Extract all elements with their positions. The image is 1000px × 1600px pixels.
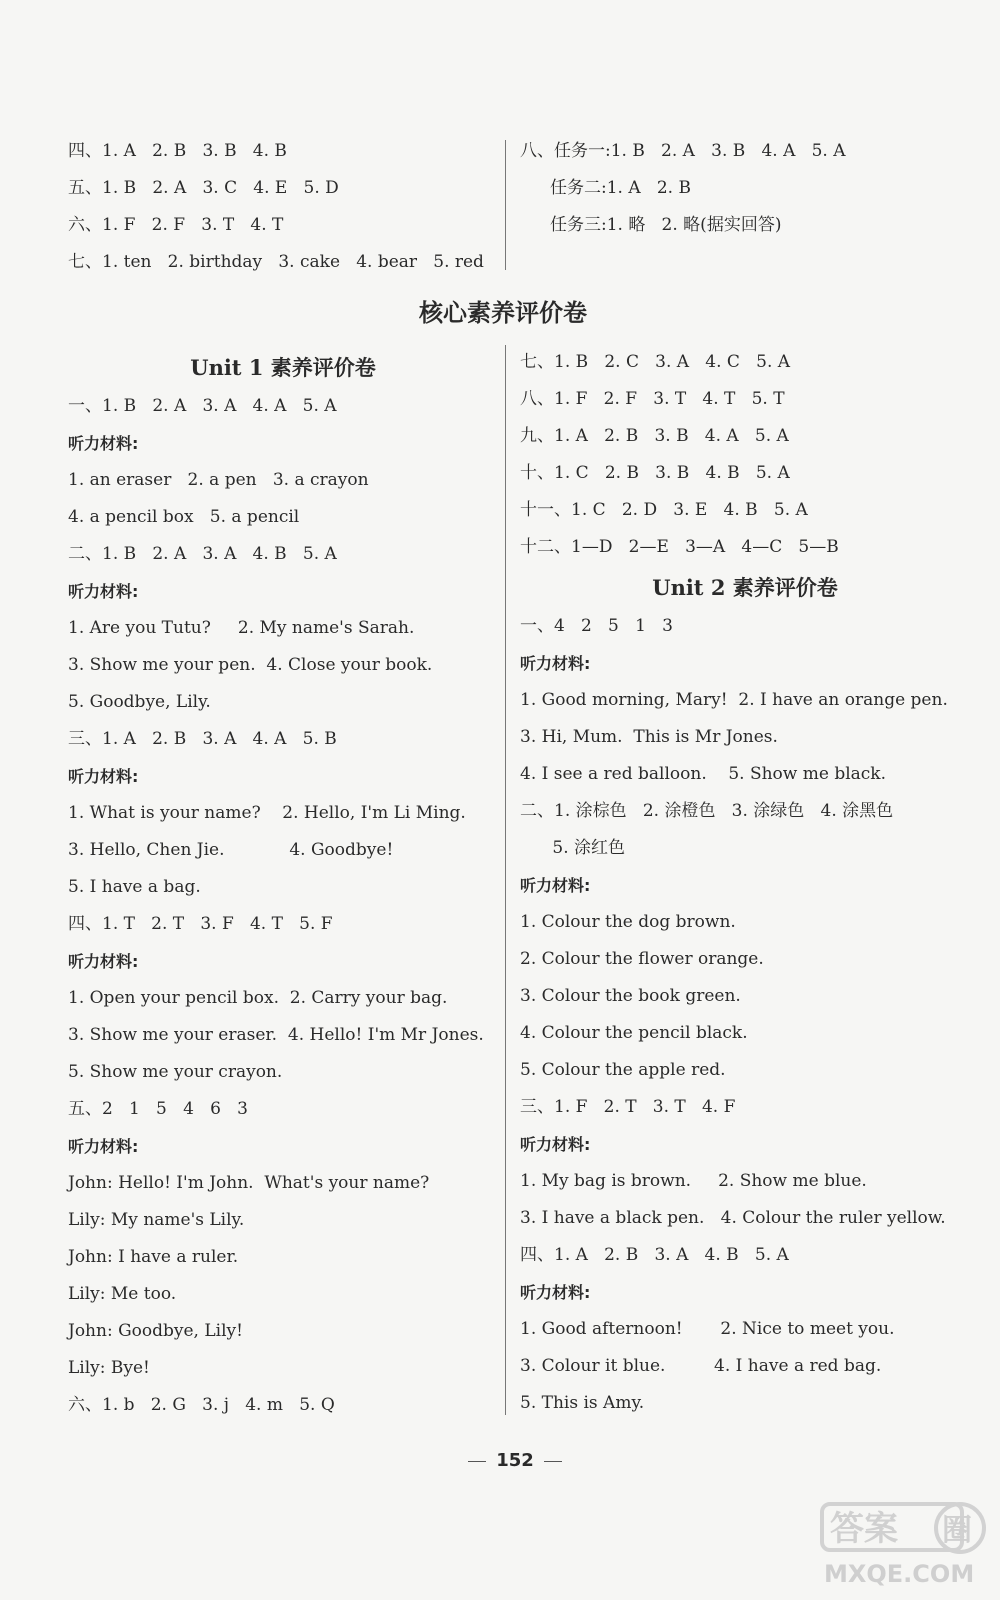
answer-line: 1. Colour the dog brown. [520,912,736,932]
unit1-lines [68,388,498,1424]
right-column [520,344,970,1422]
answer-line: 5. 涂红色 [520,838,626,858]
listening-material-label: 听力材料: [520,876,591,895]
listening-material-label: 听力材料: [68,1137,139,1156]
answer-line: 3. Hello, Chen Jie. 4. Goodbye! [68,840,394,860]
answer-line: 5. This is Amy. [520,1393,645,1413]
answer-line: 一、1. B 2. A 3. A 4. A 5. A [68,396,337,416]
unit1-column [68,348,498,1424]
answer-line: 五、2 1 5 4 6 3 [68,1099,248,1119]
answer-line: 4. Colour the pencil black. [520,1023,748,1043]
answer-line: 三、1. F 2. T 3. T 4. F [520,1097,736,1117]
answer-line: 十一、1. C 2. D 3. E 4. B 5. A [520,500,808,520]
answer-line: Lily: Bye! [68,1358,150,1378]
answer-line: 一、4 2 5 1 3 [520,616,673,636]
answer-line: Lily: Me too. [68,1284,177,1304]
answer-line: 2. Colour the flower orange. [520,949,764,969]
answer-line: 3. Colour the book green. [520,986,741,1006]
answer-line: 5. Colour the apple red. [520,1060,726,1080]
answer-line: 二、1. B 2. A 3. A 4. B 5. A [68,544,337,564]
unit1-title: Unit 1 素养评价卷 [190,355,376,380]
top-left-answers [68,133,498,281]
answer-line: 九、1. A 2. B 3. B 4. A 5. A [520,426,789,446]
top-right-answers [520,133,970,244]
svg-text:答案: 答案 [830,1509,898,1549]
watermark-logo [820,1500,990,1590]
answer-line: John: Hello! I'm John. What's your name? [68,1173,430,1193]
answer-line: 3. Colour it blue. 4. I have a red bag. [520,1356,882,1376]
answer-line: 四、1. T 2. T 3. F 4. T 5. F [68,914,333,934]
column-divider [505,140,506,270]
listening-material-label: 听力材料: [68,767,139,786]
answer-line: 任务二:1. A 2. B [550,178,691,198]
answer-line: 1. What is your name? 2. Hello, I'm Li Ming. [68,803,466,823]
answer-line: 任务三:1. 略 2. 略(据实回答) [550,215,782,235]
unit2-lines [520,608,970,1422]
answer-line: 二、1. 涂棕色 2. 涂橙色 3. 涂绿色 4. 涂黑色 [520,801,894,821]
listening-material-label: 听力材料: [520,1283,591,1302]
answer-line: 3. I have a black pen. 4. Colour the ruler yellow. [520,1208,946,1228]
page-number-text: 152 [496,1450,534,1471]
answer-line: 八、1. F 2. F 3. T 4. T 5. T [520,389,785,409]
answer-line: 七、1. B 2. C 3. A 4. C 5. A [520,352,791,372]
answer-line: 1. My bag is brown. 2. Show me blue. [520,1171,867,1191]
answer-line: 三、1. A 2. B 3. A 4. A 5. B [68,729,337,749]
unit2-title: Unit 2 素养评价卷 [652,575,838,600]
answer-line: John: Goodbye, Lily! [68,1321,243,1341]
answer-line: 3. Hi, Mum. This is Mr Jones. [520,727,778,747]
column-divider [505,345,506,1415]
listening-material-label: 听力材料: [68,952,139,971]
answer-line: 1. Good morning, Mary! 2. I have an orange pen. [520,690,948,710]
listening-material-label: 听力材料: [520,654,591,673]
answer-line: Lily: My name's Lily. [68,1210,245,1230]
answer-line: 六、1. F 2. F 3. T 4. T [68,215,284,235]
answer-line: 1. Are you Tutu? 2. My name's Sarah. [68,618,415,638]
watermark-icon [820,1500,990,1590]
listening-material-label: 听力材料: [68,582,139,601]
answer-line: 六、1. b 2. G 3. j 4. m 5. Q [68,1395,335,1415]
page-number [0,1450,1000,1471]
answer-line: 1. Open your pencil box. 2. Carry your bag. [68,988,448,1008]
answer-line: 七、1. ten 2. birthday 3. cake 4. bear 5. red [68,252,484,272]
answer-line: 五、1. B 2. A 3. C 4. E 5. D [68,178,339,198]
answer-line: 1. an eraser 2. a pen 3. a crayon [68,470,369,490]
answer-line: 八、任务一:1. B 2. A 3. B 4. A 5. A [520,141,846,161]
svg-text:MXQE.COM: MXQE.COM [824,1560,975,1588]
unit1-right-lines [520,344,970,566]
answer-line: John: I have a ruler. [68,1247,239,1267]
answer-line: 四、1. A 2. B 3. A 4. B 5. A [520,1245,789,1265]
listening-material-label: 听力材料: [520,1135,591,1154]
answer-line: 1. Good afternoon! 2. Nice to meet you. [520,1319,895,1339]
answer-line: 3. Show me your eraser. 4. Hello! I'm Mr Jones. [68,1025,484,1045]
listening-material-label: 听力材料: [68,434,139,453]
answer-line: 3. Show me your pen. 4. Close your book. [68,655,433,675]
answer-line: 十二、1—D 2—E 3—A 4—C 5—B [520,537,839,557]
svg-text:圈: 圈 [942,1513,972,1548]
answer-line: 5. Goodbye, Lily. [68,692,211,712]
answer-line: 5. I have a bag. [68,877,201,897]
answer-line: 十、1. C 2. B 3. B 4. B 5. A [520,463,790,483]
answer-line: 4. a pencil box 5. a pencil [68,507,300,527]
answer-line: 4. I see a red balloon. 5. Show me black. [520,764,887,784]
answer-line: 5. Show me your crayon. [68,1062,283,1082]
section-title: 核心素养评价卷 [419,299,587,327]
answer-line: 四、1. A 2. B 3. B 4. B [68,141,287,161]
